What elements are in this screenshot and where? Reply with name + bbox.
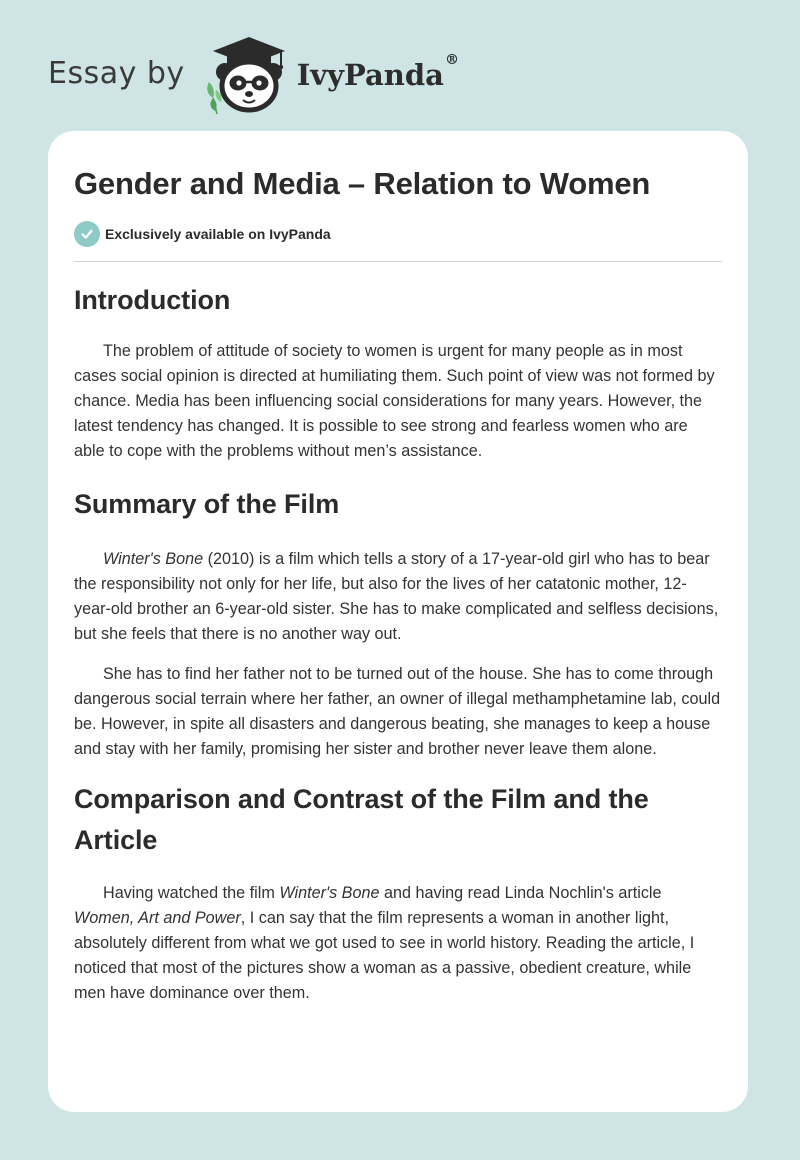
exclusive-badge: [74, 221, 331, 247]
panda-graduate-logo-icon[interactable]: [203, 34, 295, 114]
paragraph: [74, 881, 722, 1006]
section-heading-comparison: Comparison and Contrast of the Film and the Article: [74, 784, 649, 855]
checkmark-icon: [74, 221, 100, 247]
paragraph-text: The problem of attitude of society to women is urgent for many people as in most cases social opinion is directed at humiliating them. Such point of view was not formed by chance. Media has been influencing social considerations for many years. However, the latest tendency has changed. It is possible to see strong and fearless women who are able to cope with the problems without men’s assistance.: [74, 342, 715, 460]
italic-title-text: Winter's Bone: [279, 884, 380, 902]
registered-mark: ®: [444, 52, 459, 68]
paragraph-text: , I can say that the film represents a woman in another light, absolutely different from what we got used to see in world history. Reading the article, I noticed that most of the pictures show a woman as a passive, obedient creature, while men have dominance over them.: [74, 909, 695, 1002]
paragraph: [74, 547, 722, 647]
essay-card: [48, 131, 748, 1112]
essay-body: [74, 280, 722, 1006]
exclusive-badge-label: Exclusively available on IvyPanda: [105, 226, 331, 242]
italic-title-text: Winter's Bone: [103, 550, 204, 568]
paragraph: [74, 662, 722, 762]
title-divider: [74, 261, 722, 262]
site-header: [48, 34, 459, 114]
italic-title-text: Women, Art and Power: [74, 909, 241, 927]
paragraph-text: (2010) is a film which tells a story of a 17-year-old girl who has to bear the responsibility not only for her life, but also for the lives of her catatonic mother, 12-year-old brother an 6-year-old sister. She has to make complicated and selfless decisions, but she feels that there is no another way out.: [74, 550, 719, 643]
paragraph-text: and having read Linda Nochlin's article: [379, 884, 662, 902]
essay-by-label: Essay by: [48, 55, 185, 91]
paragraph-text: Having watched the film: [103, 884, 280, 902]
paragraph-text: She has to find her father not to be turned out of the house. She has to come through dangerous social terrain where her father, an owner of illegal methamphetamine lab, could be. However, in spite all disasters and dangerous beating, she manages to keep a house and stay with her family, promising her sister and brother never leave them alone.: [74, 665, 721, 758]
section-heading-introduction: Introduction: [74, 285, 231, 315]
brand-name[interactable]: IvyPanda®: [296, 52, 459, 92]
section-heading-summary: Summary of the Film: [74, 489, 340, 519]
paragraph: [74, 339, 722, 464]
essay-title: Gender and Media – Relation to Women: [74, 166, 651, 201]
